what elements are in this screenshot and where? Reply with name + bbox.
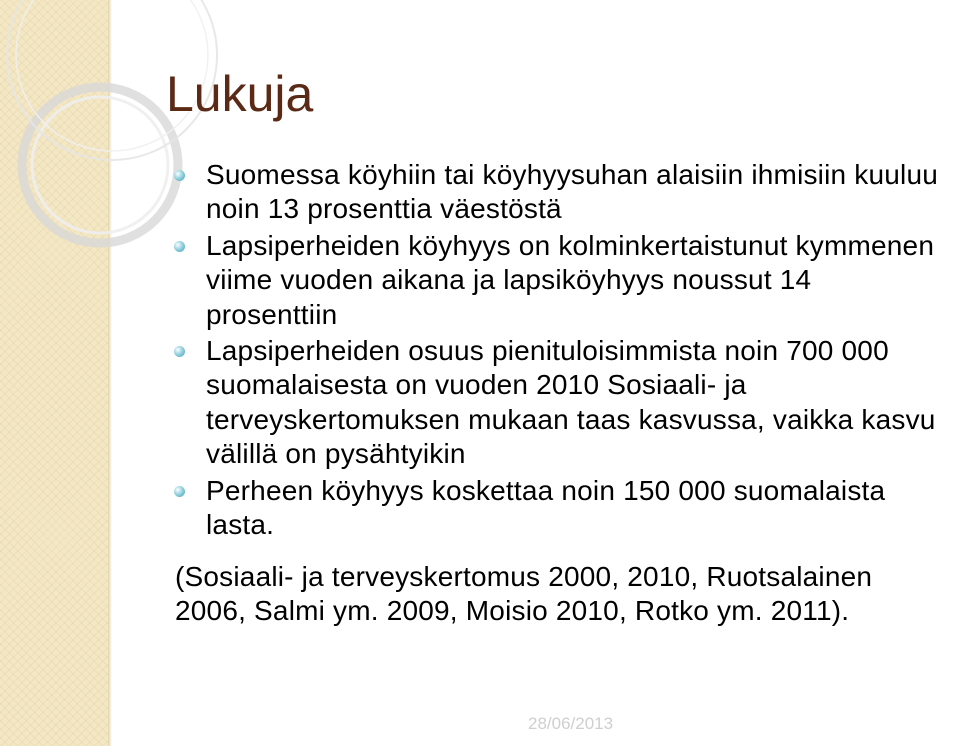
footer-date: 28/06/2013 bbox=[528, 714, 614, 733]
bullet-item bbox=[174, 229, 944, 332]
bullet-dot-icon bbox=[174, 486, 185, 497]
bullet-dot-icon bbox=[174, 346, 185, 357]
reference-text: (Sosiaali- ja terveyskertomus 2000, 2010, Ruotsalainen 2006, Salmi ym. 2009, Moisio 2010, Rotko ym. 2011). bbox=[175, 561, 873, 627]
bullet-text: Lapsiperheiden osuus pienituloisimmista noin 700 000 suomalaisesta on vuoden 2010 Sosiaali- ja terveyskertomuksen mukaan taas kasvussa, vaikka kasvu välillä on pysähtyikin bbox=[206, 335, 936, 470]
bullet-list bbox=[174, 158, 944, 542]
bullet-dot-icon bbox=[174, 170, 185, 181]
bullet-item bbox=[174, 158, 944, 227]
bullet-item bbox=[174, 334, 944, 472]
bullet-dot-icon bbox=[174, 241, 185, 252]
bullet-text: Suomessa köyhiin tai köyhyysuhan alaisiin ihmisiin kuuluu noin 13 prosenttia väestöstä bbox=[206, 159, 938, 225]
bullet-item bbox=[174, 474, 944, 543]
bullet-text: Perheen köyhyys koskettaa noin 150 000 suomalaista lasta. bbox=[206, 474, 886, 541]
slide-title: Lukuja bbox=[166, 66, 314, 122]
bullet-text: Lapsiperheiden köyhyys on kolminkertaistunut kymmenen viime vuoden aikana ja lapsiköyhyys noussut 14 prosenttiin bbox=[206, 229, 935, 330]
